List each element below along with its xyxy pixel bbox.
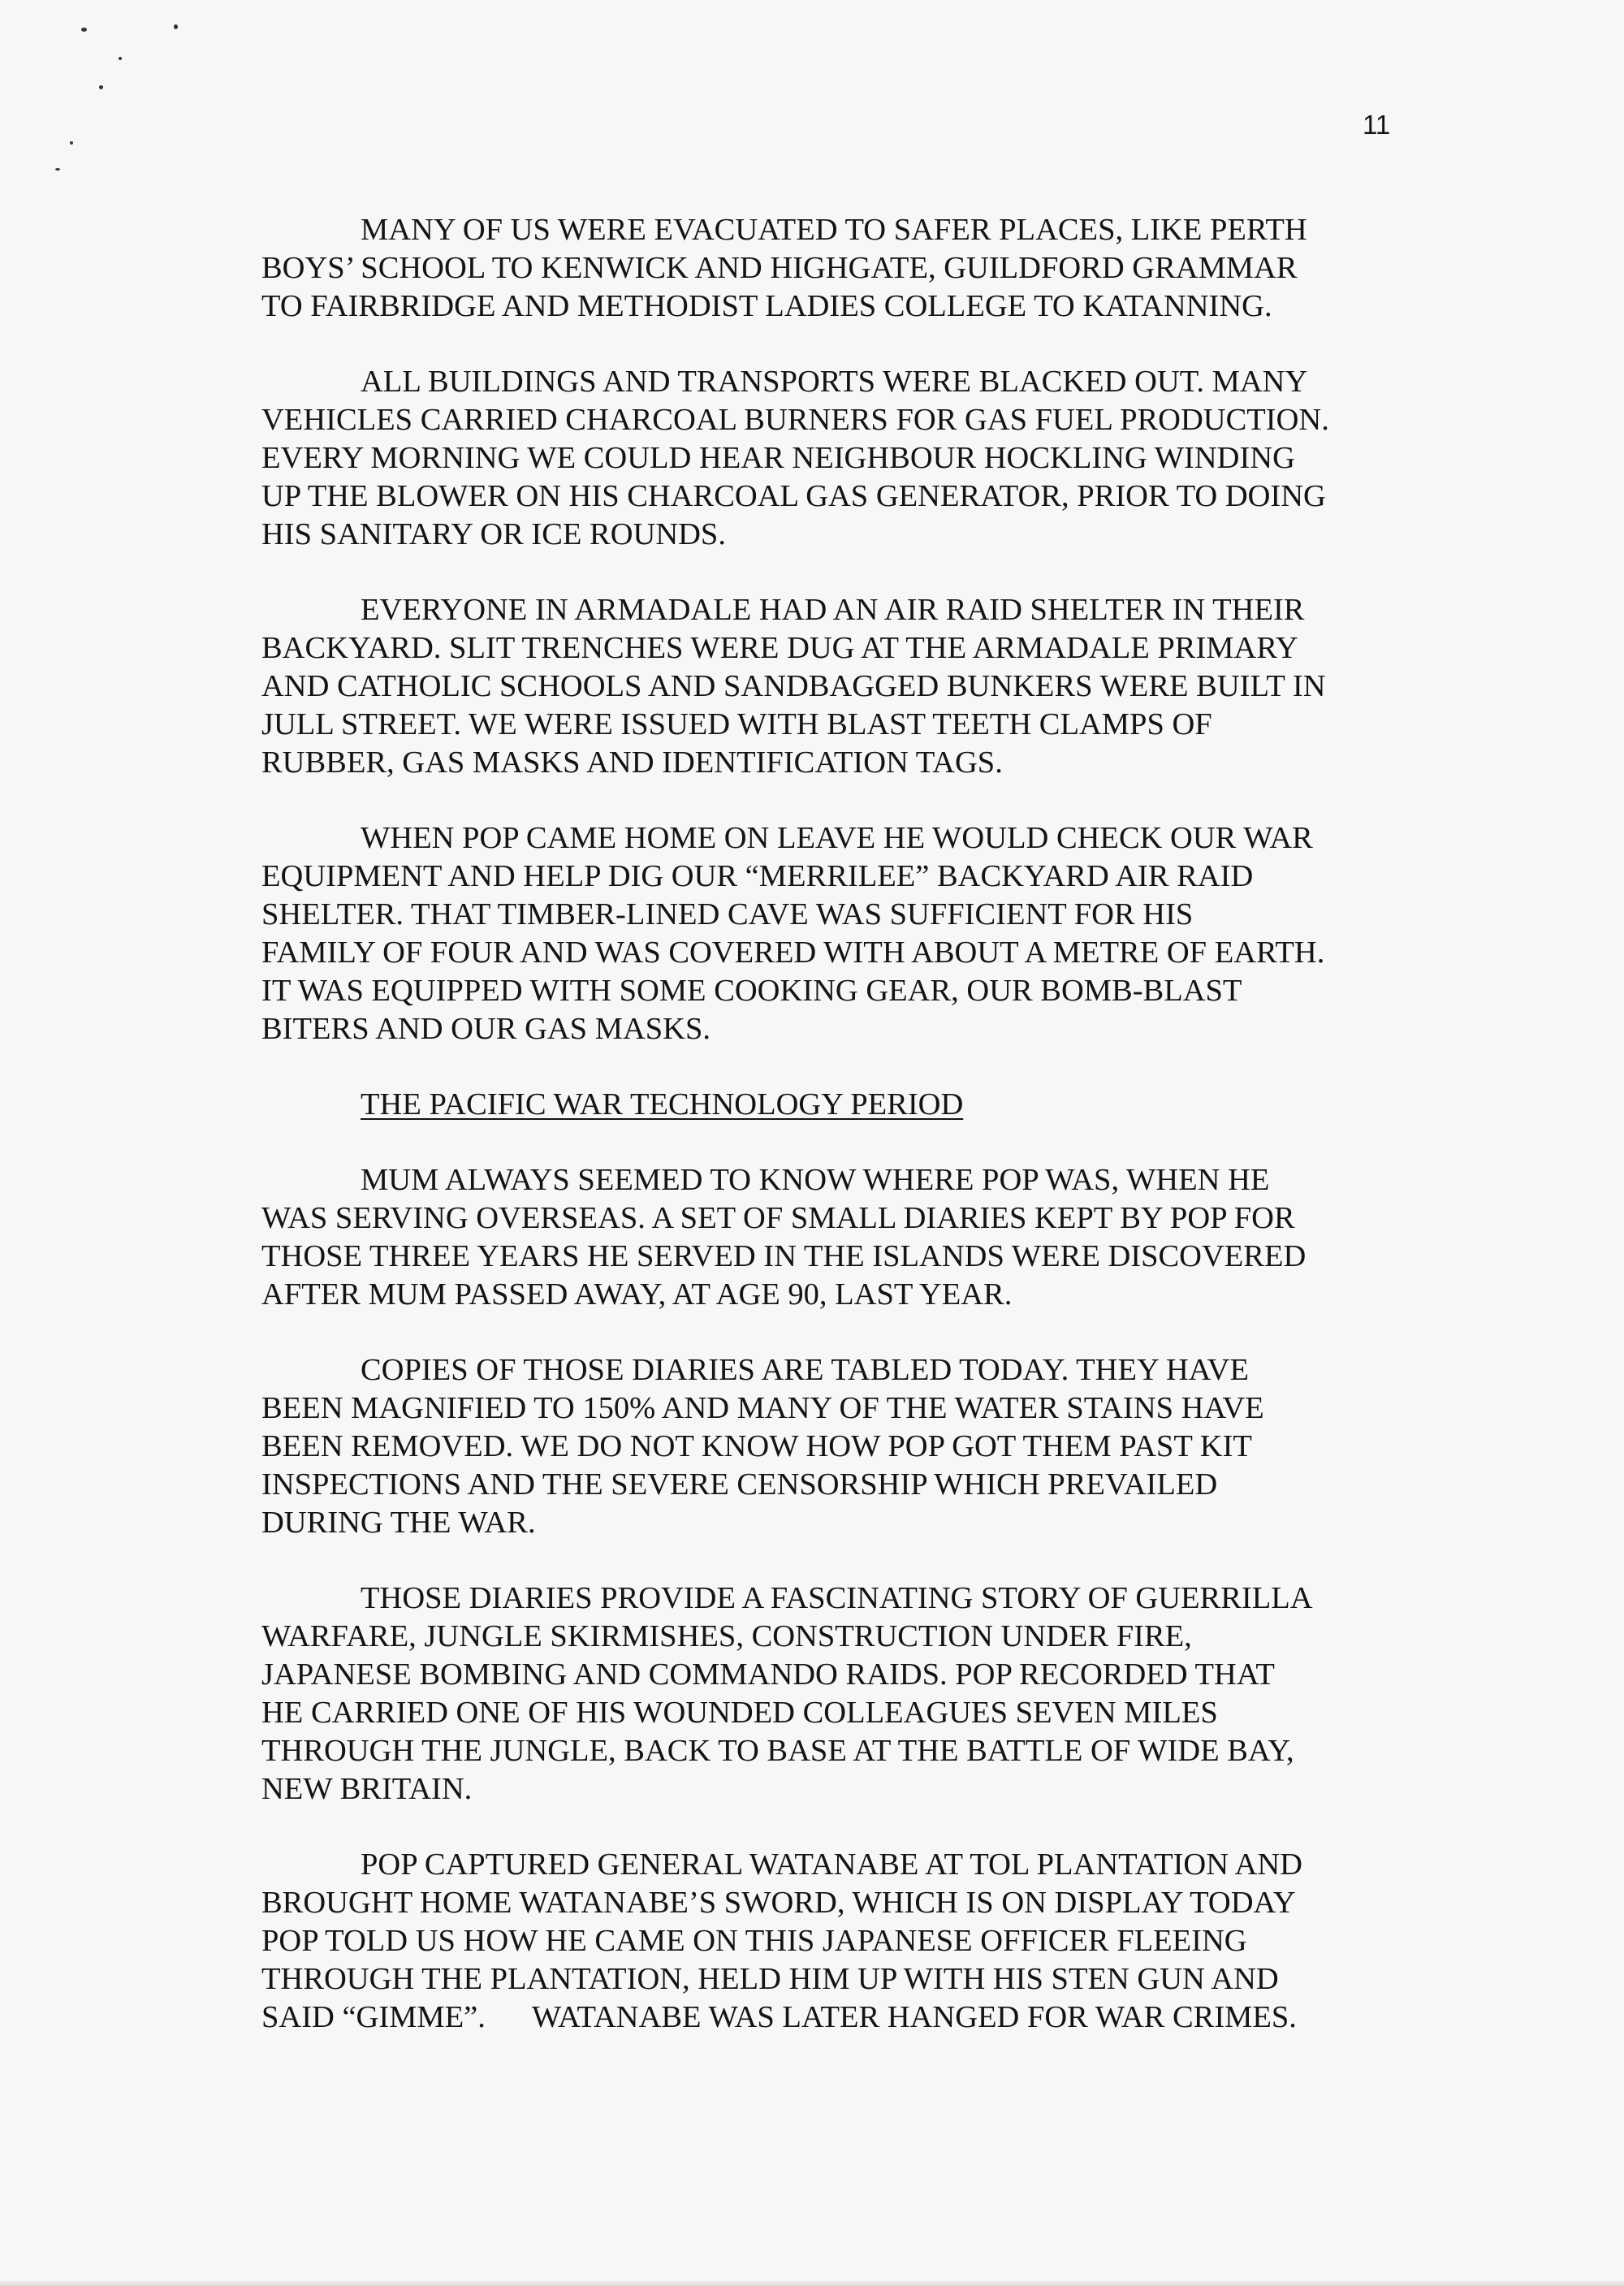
text-line: THOSE DIARIES PROVIDE A FASCINATING STORY OF GUERRILLA xyxy=(361,1581,1313,1615)
text-line: BROUGHT HOME WATANABE’S SWORD, WHICH IS ON DISPLAY TODAY xyxy=(261,1886,1296,1920)
text-line: EVERY MORNING WE COULD HEAR NEIGHBOUR HOCKLING WINDING xyxy=(261,441,1295,475)
text-line: DURING THE WAR. xyxy=(261,1506,536,1540)
section-heading-text: THE PACIFIC WAR TECHNOLOGY PERIOD xyxy=(361,1087,964,1121)
scan-speck xyxy=(174,24,178,29)
text-line: EVERYONE IN ARMADALE HAD AN AIR RAID SHELTER IN THEIR xyxy=(361,593,1305,627)
text-line: AND CATHOLIC SCHOOLS AND SANDBAGGED BUNKERS WERE BUILT IN xyxy=(261,669,1326,703)
scan-speck xyxy=(55,168,60,171)
page-number: 11 xyxy=(1363,110,1391,140)
text-line: BEEN MAGNIFIED TO 150% AND MANY OF THE WATER STAINS HAVE xyxy=(261,1391,1264,1425)
text-line: HE CARRIED ONE OF HIS WOUNDED COLLEAGUES SEVEN MILES xyxy=(261,1696,1218,1730)
text-line: THROUGH THE JUNGLE, BACK TO BASE AT THE BATTLE OF WIDE BAY, xyxy=(261,1734,1294,1768)
scan-bottom-edge xyxy=(0,2281,1624,2286)
text-line: POP CAPTURED GENERAL WATANABE AT TOL PLANTATION AND xyxy=(361,1847,1302,1882)
text-line: WHEN POP CAME HOME ON LEAVE HE WOULD CHECK OUR WAR xyxy=(361,821,1313,855)
paragraph-guerrilla-warfare xyxy=(261,1579,1415,1808)
text-line: POP TOLD US HOW HE CAME ON THIS JAPANESE OFFICER FLEEING xyxy=(261,1924,1247,1958)
text-line: WARFARE, JUNGLE SKIRMISHES, CONSTRUCTION UNDER FIRE, xyxy=(261,1619,1192,1653)
scan-speck xyxy=(99,85,103,89)
text-line: EQUIPMENT AND HELP DIG OUR “MERRILEE” BACKYARD AIR RAID xyxy=(261,859,1254,893)
paragraph-diaries-found xyxy=(261,1161,1415,1314)
text-line: BEEN REMOVED. WE DO NOT KNOW HOW POP GOT THEM PAST KIT xyxy=(261,1429,1252,1463)
section-heading xyxy=(261,1086,1415,1124)
text-line: TO FAIRBRIDGE AND METHODIST LADIES COLLEGE TO KATANNING. xyxy=(261,289,1272,323)
text-line: BACKYARD. SLIT TRENCHES WERE DUG AT THE ARMADALE PRIMARY xyxy=(261,631,1298,665)
paragraph-pop-leave xyxy=(261,819,1415,1048)
text-line: JAPANESE BOMBING AND COMMANDO RAIDS. POP RECORDED THAT xyxy=(261,1657,1275,1692)
scan-speck xyxy=(81,28,87,32)
text-line: SHELTER. THAT TIMBER-LINED CAVE WAS SUFFICIENT FOR HIS xyxy=(261,897,1194,931)
text-line: FAMILY OF FOUR AND WAS COVERED WITH ABOUT A METRE OF EARTH. xyxy=(261,936,1325,970)
text-line: MANY OF US WERE EVACUATED TO SAFER PLACES, LIKE PERTH xyxy=(361,213,1307,247)
document-body xyxy=(261,211,1415,2074)
text-line: THOSE THREE YEARS HE SERVED IN THE ISLANDS WERE DISCOVERED xyxy=(261,1239,1307,1273)
text-line: MUM ALWAYS SEEMED TO KNOW WHERE POP WAS, WHEN HE xyxy=(361,1163,1270,1197)
paragraph-evacuation xyxy=(261,211,1415,326)
paragraph-watanabe xyxy=(261,1846,1415,2037)
paragraph-diaries-tabled xyxy=(261,1351,1415,1542)
text-line: JULL STREET. WE WERE ISSUED WITH BLAST TEETH CLAMPS OF xyxy=(261,707,1212,741)
paragraph-blackout xyxy=(261,363,1415,554)
text-line: BITERS AND OUR GAS MASKS. xyxy=(261,1012,711,1046)
text-line: NEW BRITAIN. xyxy=(261,1772,473,1806)
paragraph-air-raid-shelters xyxy=(261,591,1415,782)
text-line: IT WAS EQUIPPED WITH SOME COOKING GEAR, OUR BOMB-BLAST xyxy=(261,974,1242,1008)
text-line: BOYS’ SCHOOL TO KENWICK AND HIGHGATE, GUILDFORD GRAMMAR xyxy=(261,251,1298,285)
text-line: WAS SERVING OVERSEAS. A SET OF SMALL DIARIES KEPT BY POP FOR xyxy=(261,1201,1295,1235)
text-line: INSPECTIONS AND THE SEVERE CENSORSHIP WHICH PREVAILED xyxy=(261,1467,1218,1502)
text-line: COPIES OF THOSE DIARIES ARE TABLED TODAY. THEY HAVE xyxy=(361,1353,1249,1387)
scan-speck xyxy=(70,141,73,145)
text-line: VEHICLES CARRIED CHARCOAL BURNERS FOR GAS FUEL PRODUCTION. xyxy=(261,403,1329,437)
scan-speck xyxy=(119,57,122,60)
text-line: HIS SANITARY OR ICE ROUNDS. xyxy=(261,517,726,551)
text-line: ALL BUILDINGS AND TRANSPORTS WERE BLACKED OUT. MANY xyxy=(361,365,1308,399)
text-line: THROUGH THE PLANTATION, HELD HIM UP WITH HIS STEN GUN AND xyxy=(261,1962,1279,1996)
text-line: UP THE BLOWER ON HIS CHARCOAL GAS GENERATOR, PRIOR TO DOING xyxy=(261,479,1326,513)
text-line: RUBBER, GAS MASKS AND IDENTIFICATION TAGS. xyxy=(261,745,1003,780)
text-line: AFTER MUM PASSED AWAY, AT AGE 90, LAST YEAR. xyxy=(261,1277,1013,1312)
text-line: SAID “GIMME”. WATANABE WAS LATER HANGED FOR WAR CRIMES. xyxy=(261,2000,1297,2034)
